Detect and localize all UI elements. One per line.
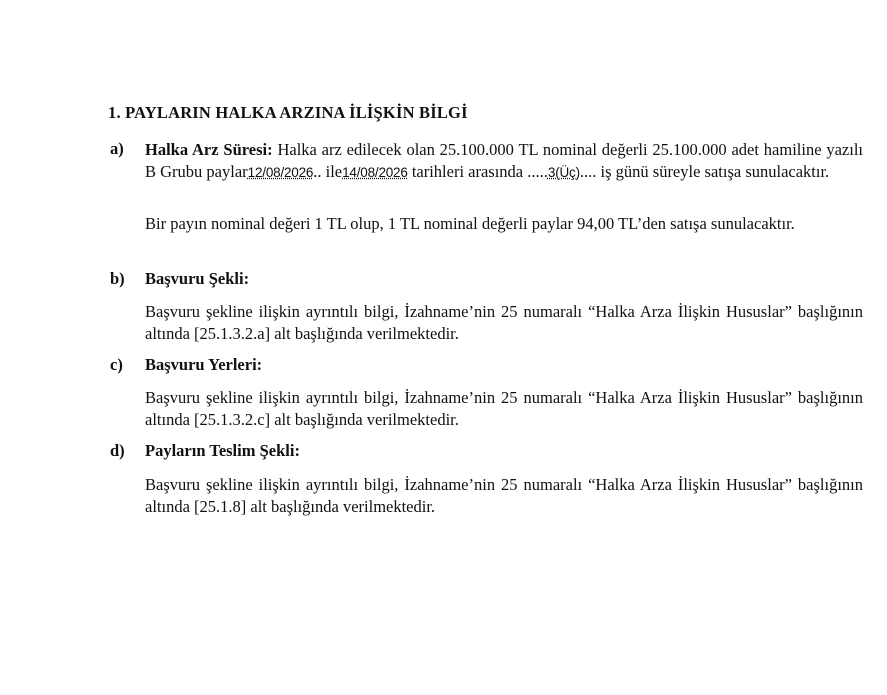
- item-a-text-4: .... iş günü süreyle satışa sunulacaktır.: [579, 161, 830, 181]
- item-letter-d: d): [110, 441, 125, 460]
- duration-field: 3(Üç): [547, 164, 580, 180]
- item-b-paragraph: Başvuru şekline ilişkin ayrıntılı bilgi, İzahname’nin 25 numaralı “Halka Arza İlişkin Hususlar” başlığının altında [25.1.3.2.a] alt başlığında verilmektedir.: [145, 302, 863, 343]
- item-c-paragraph: Başvuru şekline ilişkin ayrıntılı bilgi, İzahname’nin 25 numaralı “Halka Arza İlişkin Hususlar” başlığının altında [25.1.3.2.c] alt başlığında verilmektedir.: [145, 388, 863, 429]
- item-a-paragraph-2: Bir payın nominal değeri 1 TL olup, 1 TL nominal değerli paylar 94,00 TL’den satışa sunulacaktır.: [145, 214, 795, 233]
- item-a-text-2: .. ile: [313, 161, 343, 181]
- item-a-text-3: tarihleri arasında .....: [407, 161, 548, 181]
- item-a-text-1: Halka arz edilecek olan 25.100.000 TL nominal değerli 25.100.000 adet hamiline yazılı B Grubu paylar: [145, 140, 863, 181]
- start-date-field: 12/08/2026: [247, 164, 314, 180]
- item-letter-c: c): [110, 355, 123, 374]
- end-date-field: 14/08/2026: [342, 164, 408, 180]
- item-letter-a: a): [110, 139, 124, 158]
- item-letter-b: b): [110, 269, 125, 288]
- item-a-paragraph-1: [145, 139, 863, 183]
- item-d-heading: Payların Teslim Şekli:: [145, 441, 300, 460]
- item-d-paragraph: Başvuru şekline ilişkin ayrıntılı bilgi, İzahname’nin 25 numaralı “Halka Arza İlişkin Hususlar” başlığının altında [25.1.8] alt başlığında verilmektedir.: [145, 475, 863, 516]
- item-b-heading: Başvuru Şekli:: [145, 269, 250, 288]
- item-c-heading: Başvuru Yerleri:: [145, 355, 263, 374]
- item-a-heading: Halka Arz Süresi:: [145, 140, 273, 159]
- section-title: 1. PAYLARIN HALKA ARZINA İLİŞKİN BİLGİ: [108, 103, 468, 122]
